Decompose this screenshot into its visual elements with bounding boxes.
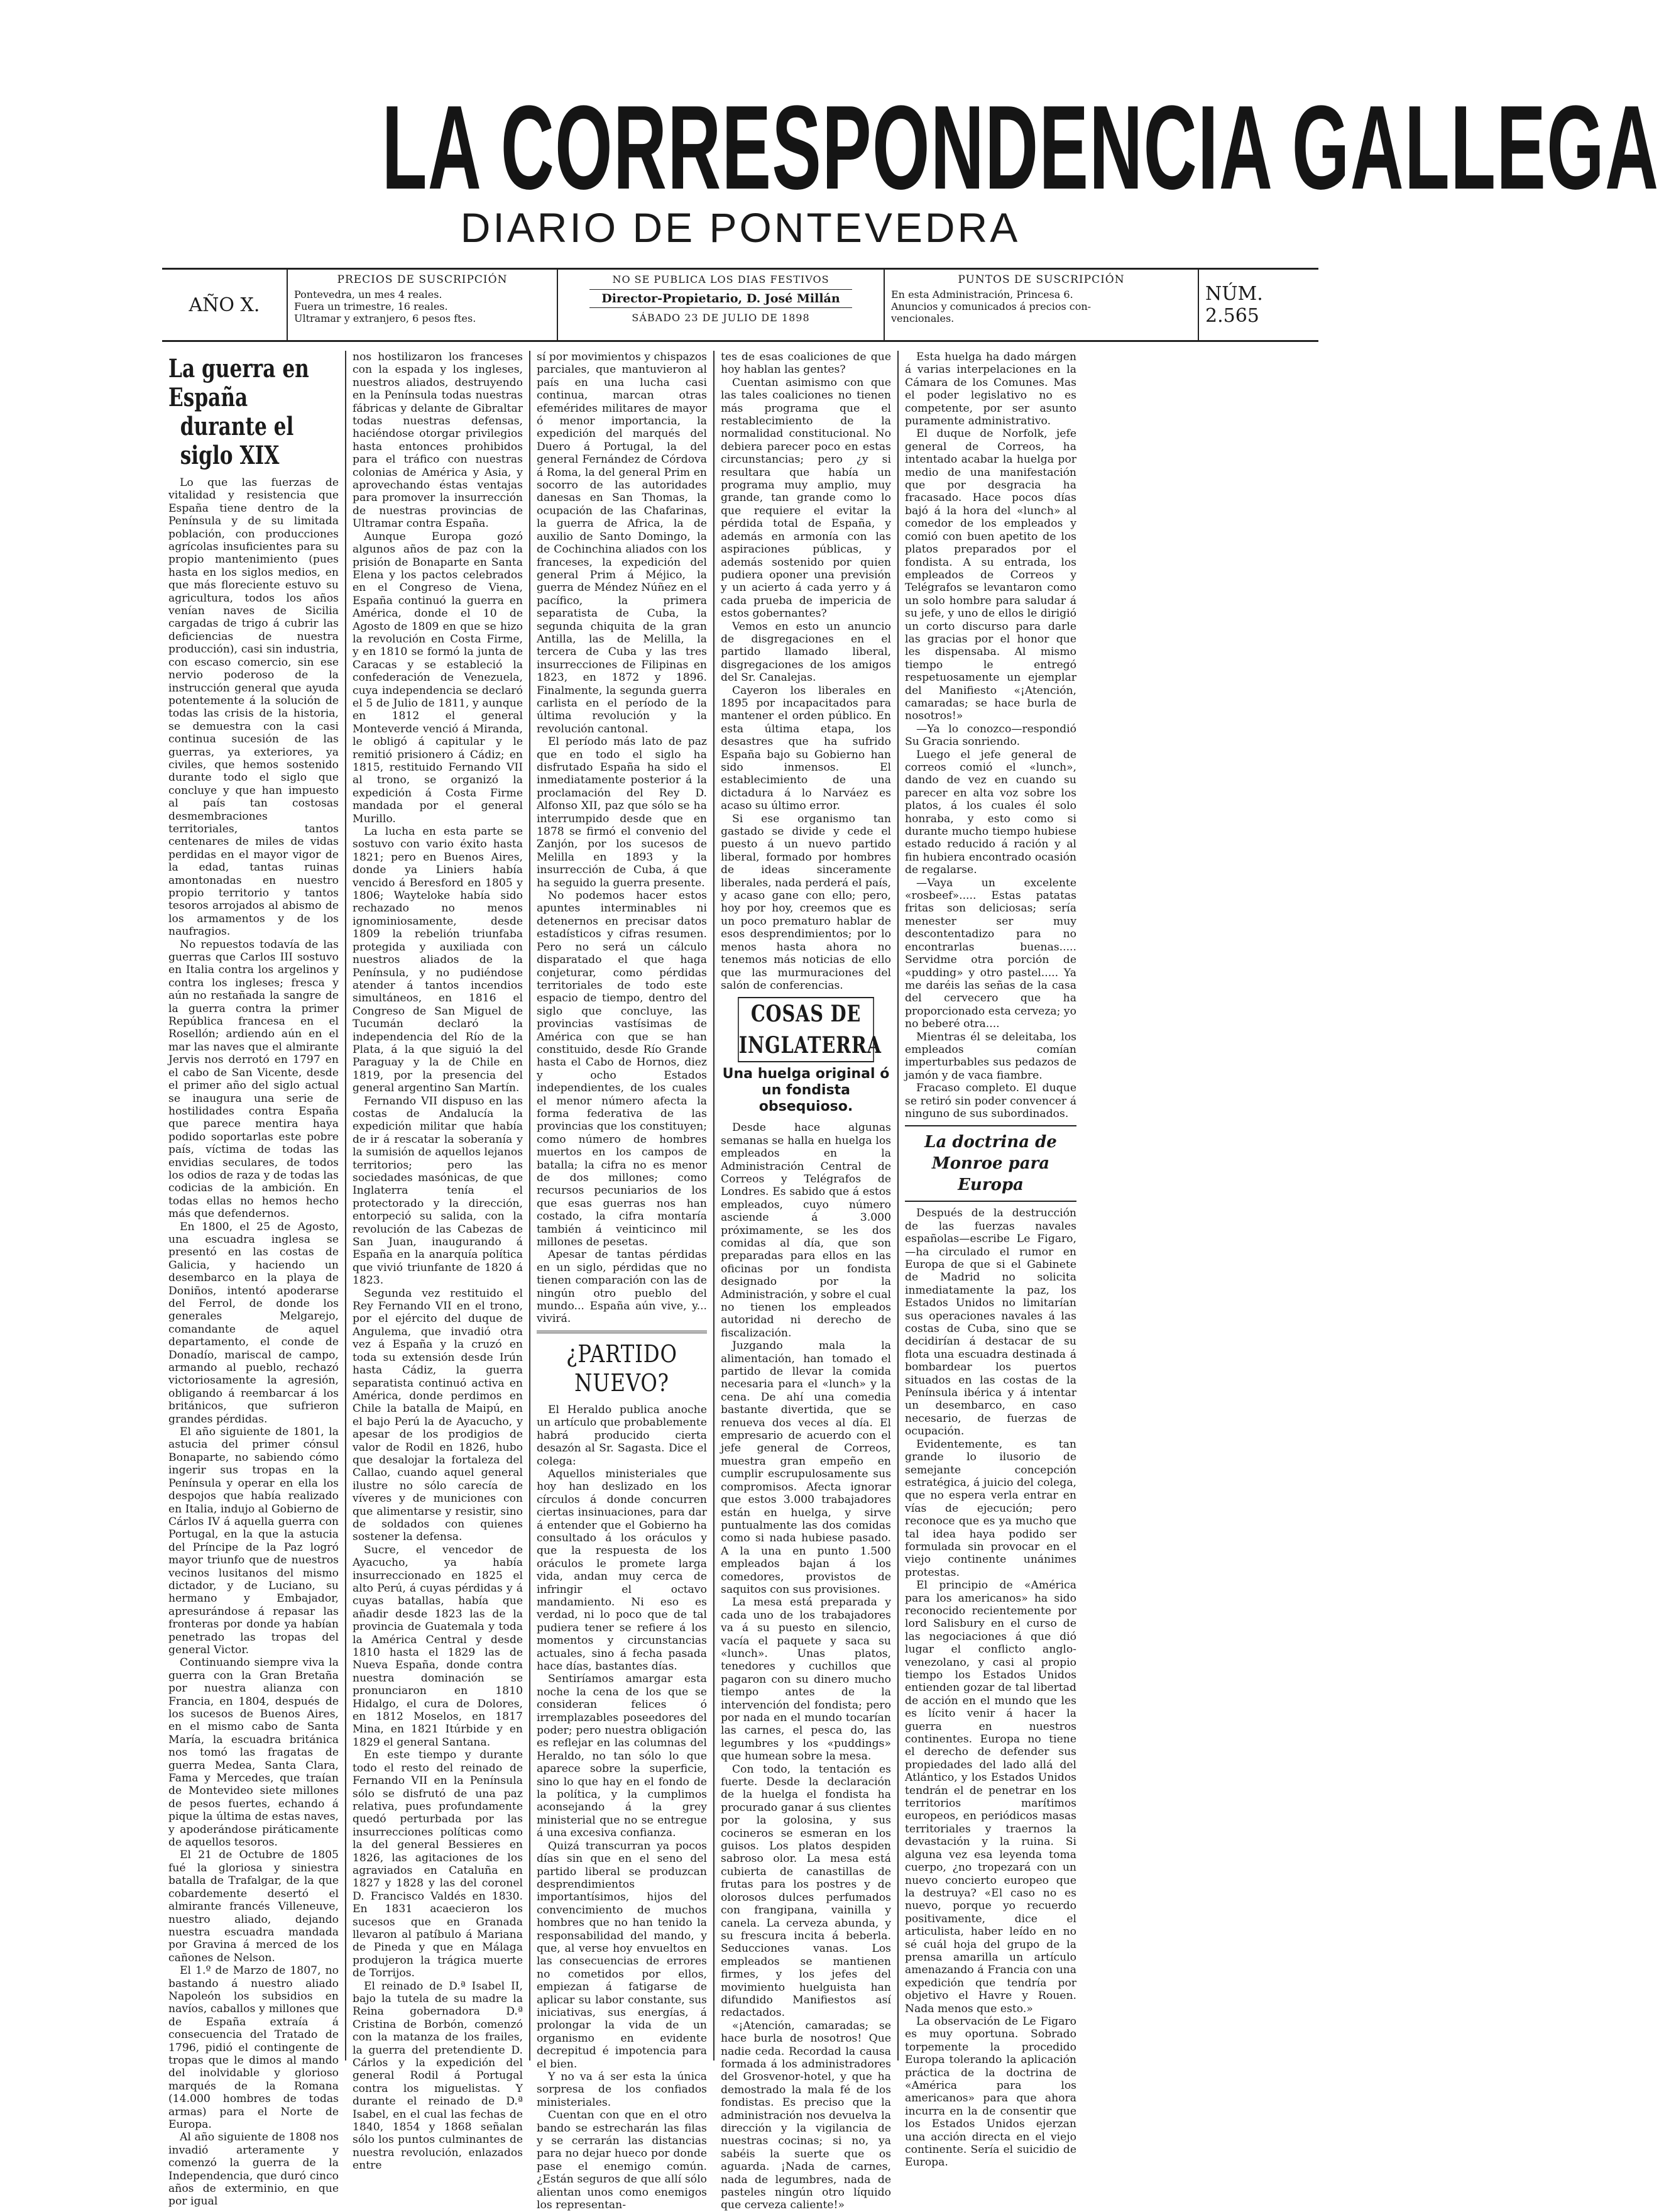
paragraph: El Heraldo publica anoche un artículo que probablemente habrá producido cierta desazón al Sr. Sagasta. Dice el colega: (537, 1403, 707, 1468)
paragraph: Fracaso completo. El duque se retiró sin poder convencer á ninguno de sus subordinados. (905, 1082, 1076, 1120)
column-3 (530, 351, 715, 2212)
headline-cosas-de-inglaterra: COSAS DE INGLATERRA (738, 997, 874, 1062)
paragraph: La mesa está preparada y cada uno de los trabajadores va á su puesto en silencio, vacía el paquete y saca su «lunch». Unas platos, tenedores y cuchillos que pagaron con su dinero mucho tiempo antes de la intervención del fondista; pero por nada en el mundo tocarían las carnes, el pesca do, las legumbres y los «puddings» que humean sobre la mesa. (721, 1596, 891, 1763)
paragraph: —Vaya un excelente «rosbeef»..... Estas patatas fritas son deliciosas; sería menester ser muy descontentadizo para no encontrarlas buenas..... Servidme otra porción de «pudding» y otro pastel..... Ya me daréis las señas de la casa del cervecero que ha proporcionado esta cerveza; yo no beberé otra.... (905, 876, 1076, 1031)
headline-doctrina-monroe: La doctrina de Monroe para Europa (924, 1133, 1057, 1195)
subscription-prices (288, 270, 558, 340)
issue-number: NÚM. 2.565 (1205, 283, 1263, 327)
paragraph: En este tiempo y durante todo el resto del reinado de Fernando VII en la Península sólo se disfrutó de una paz relativa, pues profundamente quedó perturbada por las insurrecciones políticas como la del general Bessieres en 1826, las agitaciones de los agraviados en Cataluña en 1827 y 1828 y las del coronel D. Francisco Valdés en 1830. En 1831 acaecieron los sucesos que en Granada llevaron al patíbulo á Mariana de Pineda y que en Málaga produjeron la trágica muerte de Torrijos. (353, 1749, 523, 1980)
paragraph: El período más lato de paz que en todo el siglo ha disfrutado España ha sido el inmediatamente posterior á la proclamación del Rey D. Alfonso XII, paz que sólo se ha interrumpido desde que en 1878 se firmó el convenio del Zanjón, por los sucesos de Melilla en 1893 y la insurrección de Cuba, á que ha seguido la guerra presente. (537, 735, 707, 889)
issue-date: SÁBADO 23 DE JULIO DE 1898 (632, 312, 810, 324)
paragraph: Segunda vez restituido el Rey Fernando VII en el trono, por el ejército del duque de Angulema, que invadió otra vez á España y la cruzó en toda su extensión desde Irún hasta Cádiz, la guerra separatista continuó activa en América, donde perdimos en Chile la batalla de Maipú, en el bajo Perú la de Ayacucho, y apesar de los prodigios de valor de Rodil en 1826, hubo que desalojar la fortaleza del Callao, cuando aquel general ilustre no sólo carecía de víveres y de municiones con que alimentarse y resistir, sino de soldados con quienes sostener la defensa. (353, 1287, 523, 1544)
paragraph: Evidentemente, es tan grande lo ilusorio de semejante concepción estratégica, á juicio del colega, que no espera verla entrar en vías de ejecución; pero reconoce que es ya mucho que tal idea haya podido ser formulada sin provocar en el viejo continente unánimes protestas. (905, 1438, 1076, 1579)
section-divider (905, 1201, 1076, 1202)
paragraph: «¡Atención, camaradas; se hace burla de nosotros! Que nadie ceda. Recordad la causa formada á los administradores del Grosvenor-hotel, y que ha demostrado la mala fé de los fondistas. Es preciso que la administración nos devuelva la dirección y la vigilancia de nuestras cocinas; si no, ya sabéis la suerte que os aguarda. ¡Nada de carnes, nada de legumbres, nada de pasteles ningún otro líquido que cerveza caliente!» (721, 2019, 891, 2212)
price-line: Pontevedra, un mes 4 reales. (294, 289, 442, 300)
paragraph: Aunque Europa gozó algunos años de paz con la prisión de Bonaparte en Santa Elena y los pactos celebrados en el Congreso de Viena, España continuó la guerra en América, donde el 10 de Agosto de 1809 en que se hizo la revolución en Costa Firme, y en 1810 se formó la junta de Caracas y se estableció la confederación de Venezuela, cuya independencia se declaró el 5 de Julio de 1811, y aunque en 1812 el general Monteverde venció á Miranda, le obligó á capitular y le remitió prisionero á Cádiz; en 1815, restituido Fernando VII al trono, se organizó la expedición á Costa Firme mandada por el general Murillo. (353, 530, 523, 825)
masthead-subtitle: DIARIO DE PONTEVEDRA (460, 204, 1021, 251)
paragraph: Si ese organismo tan gastado se divide y cede el puesto á un nuevo partido liberal, formado por hombres de ideas sinceramente liberales, nada perderá el país, y acaso gane con ello; pero, hoy por hoy, creemos que es un poco prematuro hablar de esos desprendimientos; por lo menos hasta ahora no tenemos más noticias de ello que las murmuraciones del salón de conferencias. (721, 812, 891, 992)
column-5 (899, 351, 1083, 2169)
paragraph: Aquellos ministeriales que hoy han deslizado en los círculos á donde concurren ciertas insinuaciones, para dar á entender que el Gobierno ha consultado á los oráculos y que la respuesta de los oráculos le promete larga vida, andan muy cerca de infringir el octavo mandamiento. Ni eso es verdad, ni lo poco que de tal pudiera tener se refiere á los momentos y circunstancias actuales, sino á fecha pasada hace días, bastantes días. (537, 1467, 707, 1673)
section-divider (537, 1331, 707, 1333)
paragraph: Y no va á ser esta la única sorpresa de los confiados ministeriales. (537, 2071, 707, 2109)
paragraph: Lo que las fuerzas de vitalidad y resistencia que España tiene dentro de la Península y de su limitada población, con producciones agrícolas insuficientes para su propio mantenimiento (pues hasta en los siglos medios, en que más floreciente estuvo su agricultura, todos los años venían naves de Sicilia cargadas de trigo á cubrir las deficiencias de nuestra producción), casi sin industria, con escaso comercio, sin ese nervio poderoso de la instrucción general que ayuda potentemente á la solución de todas las crisis de la historia, se demuestra con la casi continua sucesión de las guerras, ya exteriores, ya civiles, que hemos sostenido durante todo el siglo que concluye y que han impuesto al país tan costosas desmembraciones territoriales, tantos centenares de miles de vidas perdidas en el mayor vigor de la edad, tantas ruinas amontonadas en nuestro propio territorio y tantos tesoros arrojados al abismo de los armamentos y de los naufragios. (168, 476, 339, 938)
paragraph: Cuentan asimismo con que las tales coaliciones no tienen más programa que el restablecimiento de la normalidad constitucional. No debiera parecer poco en estas circunstancias; pero ¿y si resultara que había un programa muy amplio, muy grande, tan grande como lo que requiere el evitar la pérdida total de España, y además en armonía con las aspiraciones públicas, y además sostenido por quien pudiera oponer una previsión y un acierto á cada yerro y á cada prueba de impericia de estos gobernantes? (721, 376, 891, 620)
paragraph: Esta huelga ha dado márgen á varias interpelaciones en la Cámara de los Comunes. Mas el poder legislativo no es competente, por ser asunto puramente administrativo. (905, 351, 1076, 428)
paragraph: El 1.º de Marzo de 1807, no bastando á nuestro aliado Napoleón los subsidios en navíos, caballos y millones que de España extraía á consecuencia del Tratado de 1796, pidió el contingente de tropas que le dimos al mando del inolvidable y glorioso marqués de la Romana (14.000 hombres de todas armas) para el Norte de Europa. (168, 1964, 339, 2131)
paragraph: Fernando VII dispuso en las costas de Andalucía la expedición militar que había de ir á rescatar la soberanía y la sumisión de aquellos lejanos territorios; pero las sociedades masónicas, de que Inglaterra tenía el protectorado y la dirección, entorpeció su salida, con la revolución de las Cabezas de San Juan, inaugurando á España en la anarquía política que vivió triunfante de 1820 á 1823. (353, 1094, 523, 1287)
info-bar (162, 268, 1318, 342)
paragraph: La lucha en esta parte se sostuvo con vario éxito hasta 1821; pero en Buenos Aires, donde ya Liniers había vencido á Beresford en 1805 y 1806; Wayteloke había sido rechazado no menos ignominiosamente, desde 1809 la rebelión triunfaba protegida y auxiliada con nuestros aliados de la Península, y no pudiéndose atender á tantos incendios simultáneos, en 1816 el Congreso de San Miguel de Tucumán declaró la independencia del Río de la Plata, á la que siguió la del Paraguay y la de Chile en 1819, por la presencia del general argentino San Martín. (353, 825, 523, 1095)
no-holidays-notice: NO SE PUBLICA LOS DIAS FESTIVOS (612, 273, 830, 285)
paragraph: Quizá transcurran ya pocos días sin que en el seno del partido liberal se produzcan desprendimientos importantísimos, hijos del convencimiento de muchos hombres que no han tenido la responsabilidad del mando, y que, al verse hoy envueltos en las consecuencias de errores no cometidos por ellos, empiezan á fatigarse de aplicar su labor constante, sus iniciativas, sus energías, á prolongar la vida de un organismo en evidente decrepitud é impotencia para el bien. (537, 1839, 707, 2071)
column-1 (162, 351, 346, 2208)
paragraph: Apesar de tantas pérdidas en un siglo, pérdidas que no tienen comparación con las de ningún otro pueblo del mundo... España aún vive, y... vivirá. (537, 1248, 707, 1326)
column-2 (346, 351, 530, 2172)
price-line: Ultramar y extranjero, 6 pesos ftes. (294, 312, 476, 324)
paragraph: En 1800, el 25 de Agosto, una escuadra inglesa se presentó en las costas de Galicia, y haciendo un desembarco en la playa de Doniños, intentó apoderarse del Ferrol, de donde los generales Melgarejo, comandante de aquel departamento, el conde de Donadío, mariscal de campo, armando al pueblo, rechazó victoriosamente la agresión, obligando á reembarcar á los británicos, que sufrieron grandes pérdidas. (168, 1220, 339, 1426)
points-line: Anuncios y comunicados á precios con- (891, 300, 1092, 312)
prices-title: PRECIOS DE SUSCRIPCIÓN (337, 273, 508, 286)
paragraph: Sentiríamos amargar esta noche la cena de los que se consideran felices ó irremplazables poseedores del poder; pero nuestra obligación es reflejar en las columnas del Heraldo, no tan sólo lo que aparece sobre la superficie, sino lo que hay en el fondo de la política, y la cumplimos aconsejando á la grey ministerial que no se entregue á una excesiva confianza. (537, 1673, 707, 1840)
paragraph: tes de esas coaliciones de que hoy hablan las gentes? (721, 351, 891, 377)
article-columns (162, 351, 1318, 2212)
column-4 (715, 351, 899, 2212)
director-line: Director-Propietario, D. José Millán (589, 289, 852, 308)
year-label: AÑO X. (189, 294, 260, 316)
paragraph: nos hostilizaron los franceses con la espada y los ingleses, nuestros aliados, destruyendo en la Península todas nuestras fábricas y delante de Gibraltar todas nuestras defensas, haciéndose otorgar privilegios hasta entonces prohibidos para el tráfico con nuestras colonias de América y Asia, y aprovechando éstas ventajas para promover la insurrección de nuestras provincias de Ultramar contra España. (353, 351, 523, 531)
paragraph: Al año siguiente de 1808 nos invadió arteramente y comenzó la guerra de la Independencia, que duró cinco años de exterminio, en que por igual (168, 2131, 339, 2208)
newspaper-page (162, 81, 1659, 2212)
headline-guerra-1: La guerra en España (168, 354, 309, 412)
paragraph: No repuestos todavía de las guerras que Carlos III sostuvo en Italia contra los argelinos y contra los ingleses; fresca y aún no restañada la sangre de la guerra contra la primer República francesa en el Rosellón; ardiendo aún en el mar las naves que el almirante Jervis nos derrotó en 1797 en el cabo de San Vicente, desde el primer año del siglo actual se inaugura una serie de hostilidades contra España que parece mentira haya podido soportarlas este pobre país, víctima de todas las envidias seculares, de todos los odios de raza y de todas las codicias de la ambición. En todas ellas no hemos hecho más que defendernos. (168, 938, 339, 1221)
paragraph: —Ya lo conozco—respondió Su Gracia sonriendo. (905, 722, 1076, 749)
issue-number-cell (1199, 270, 1318, 340)
paragraph: Continuando siempre viva la guerra con la Gran Bretaña por nuestra alianza con Francia, en 1804, después de los sucesos de Buenos Aires, en el mismo cabo de Santa María, la escuadra británica nos tomó las fragatas de guerra Medea, Santa Clara, Fama y Mercedes, que traían de Montevideo siete millones de pesos fuertes, echando á pique la última de estas naves, y apoderándose piráticamente de aquellos tesoros. (168, 1656, 339, 1849)
points-line: vencionales. (891, 312, 955, 324)
paragraph: Con todo, la tentación es fuerte. Desde la declaración de la huelga el fondista ha procurado ganar á sus clientes por la golosina, y sus cocineros se esmeran en los guisos. Los platos despiden sabroso olor. La mesa está cubierta de canastillas de frutas para los postres y de olorosos dulces perfumados con frangipana, vainilla y canela. La cerveza abunda, y su frescura incita á beberla. Seducciones vanas. Los empleados se mantienen firmes, y los jefes del movimiento huelguista han difundido Manifiestos así redactados. (721, 1763, 891, 2020)
paragraph: El año siguiente de 1801, la astucia del primer cónsul Bonaparte, no sabiendo cómo ingerir sus tropas en la Península y operar en ella los despojos que había realizado en Italia, indujo al Gobierno de Cárlos IV á aquella guerra con Portugal, en la que la astucia del Príncipe de la Paz logró mayor triunfo que de nuestros vecinos lusitanos del mismo dictador, y de Luciano, su hermano y Embajador, apresurándose á repasar las fronteras por donde ya habían penetrado las tropas del general Victor. (168, 1426, 339, 1656)
paragraph: sí por movimientos y chispazos parciales, que mantuvieron al país en una lucha casi continua, marcan otras efemérides militares de mayor ó menor importancia, la expedición del marqués del Duero á Portugal, la del general Fernández de Córdova á Roma, la del general Prim en socorro de las autoridades danesas en San Thomas, la ocupación de las Chafarinas, la guerra de Africa, la de auxilio de Santo Domingo, la de Cochinchina aliados con los franceses, la expedición del general Prim á Méjico, la guerra de Méndez Núñez en el pacífico, la primera separatista de Cuba, la segunda chiquita de la gran Antilla, las de Melilla, la tercera de Cuba y las tres insurrecciones de Filipinas en 1823, en 1872 y 1896. Finalmente, la segunda guerra carlista en el período de la última revolución y la revolución cantonal. (537, 351, 707, 735)
paragraph: No podemos hacer estos apuntes interminables ni detenernos en precisar datos estadísticos y cifras resumen. Pero no será un cálculo disparatado el que haga conjeturar, como pérdidas territoriales de todo este espacio de tiempo, dentro del siglo que concluye, las provincias vastísimas de América con que se han constituido, desde Río Grande hasta el Cabo de Hornos, diez y ocho Estados independientes, de los cuales el menor número afecta la forma federativa de las provincias que los constituyen; como número de hombres muertos en los campos de batalla; la cifra no es menor de dos millones; como recursos pecuniarios de los que esas guerras nos han costado, la cifra montaría también á veinticinco mil millones de pesetas. (537, 889, 707, 1249)
paragraph: El 21 de Octubre de 1805 fué la gloriosa y siniestra batalla de Trafalgar, de la que cobardemente desertó el almirante francés Villeneuve, nuestro aliado, dejando nuestra escuadra mandada por Gravina á merced de los cañones de Nelson. (168, 1849, 339, 1964)
paragraph: Sucre, el vencedor de Ayacucho, ya había insurreccionado en 1825 el alto Perú, á cuyas pérdidas y á cuyas batallas, había que añadir desde 1823 las de la provincia de Guatemala y toda la América Central y desde 1810 hasta el 1829 las de Nueva España, donde contra nuestra dominación se pronunciaron en 1810 Hidalgo, el cura de Dolores, en 1812 Moselos, en 1817 Mina, en 1821 Itúrbide y en 1829 el general Santana. (353, 1543, 523, 1749)
paragraph: Mientras él se deleitaba, los empleados comían imperturbables sus pedazos de jamón y de vaca fiambre. (905, 1030, 1076, 1082)
paragraph: Juzgando mala la alimentación, han tomado el partido de llevar la comida necesaria para el «lunch» y la cena. De ahí una comedia bastante divertida, que se renueva dos veces al día. El empresario de acuerdo con el jefe general de Correos, muestra gran empeño en cumplir escrupulosamente sus compromisos. Afecta ignorar que estos 3.000 trabajadores están en huelga, y sirve puntualmente las dos comidas como si nada hubiese pasado. A la una en punto 1.500 empleados bajan á los comedores, provistos de saquitos con sus provisiones. (721, 1340, 891, 1596)
points-line: En esta Administración, Princesa 6. (891, 289, 1073, 300)
paragraph: Desde hace algunas semanas se halla en huelga los empleados en la Administración Central de Correos y Telégrafos de Londres. Es sabido que á estos empleados, cuyo número asciende á 3.000 próximamente, se les dos comidas al día, que son preparadas para ellos en las oficinas por un fondista designado por la Administración, y sobre el cual no tienen los empleados autoridad ni derecho de fiscalización. (721, 1121, 891, 1340)
paragraph: Cayeron los liberales en 1895 por incapacitados para mantener el orden público. En esta última etapa, los desastres que ha sufrido España bajo su Gobierno han sido inmensos. El establecimiento de una dictadura á lo Narváez es acaso su último error. (721, 684, 891, 813)
paragraph: Después de la destrucción de las fuerzas navales españolas—escribe Le Figaro,—ha circulado el rumor en Europa de que si el Gabinete de Madrid no solicita inmediatamente la paz, los Estados Unidos no limitarían sus operaciones navales á las costas de Cuba, sino que se decidirían á destacar de su flota una escuadra destinada á bombardear los puertos situados en las costas de la Península ibérica y á intentar un desembarco, en caso necesario, de fuerzas de ocupación. (905, 1207, 1076, 1438)
paragraph: El reinado de D.ª Isabel II, bajo la tutela de su madre la Reina gobernadora D.ª Cristina de Borbón, comenzó con la matanza de los frailes, la guerra del pretendiente D. Cárlos y la expedición del general Rodil á Portugal contra los miguelistas. Y durante el reinado de D.ª Isabel, en el cual las fechas de 1840, 1854 y 1868 señalan sólo los puntos culminantes de nuestra revolución, enlazados entre (353, 1979, 523, 2172)
paragraph: Luego el jefe general de correos comió el «lunch», dando de vez en cuando su parecer en alta voz sobre los platos, á los cuales él solo honraba, y esto como si durante mucho tiempo hubiese estado reducido á ración y al fin hubiera encontrado ocasión de regalarse. (905, 748, 1076, 877)
paragraph: Vemos en esto un anuncio de disgregaciones en el partido llamado liberal, disgregaciones de los amigos del Sr. Canalejas. (721, 620, 891, 685)
paragraph: El principio de «América para los americanos» ha sido reconocido recientemente por lord Salisbury en el curso de las negociaciones á que dió lugar el conflicto anglo-venezolano, y casi al propio tiempo los Estados Unidos entienden gozar de tal libertad de acción en el mundo que les es lícito venir á hacer la guerra en nuestros continentes. Europa no tiene el derecho de defender sus propiedades del lado allá del Atlántico, y los Estados Unidos tendrán el de penetrar en los territorios marítimos europeos, en periódicos masas territoriales y traernos la devastación y la ruina. Si alguna vez esa leyenda toma cuerpo, ¿no tropezará con un nuevo concierto europeo que la destruya? «El caso no es nuevo, porque yo recuerdo positivamente, dice el articulista, haber leído en no sé cuál hoja del grupo de la prensa amarilla un artículo amenazando á Francia con una expedición que tendría por objetivo el Havre y Rouen. Nada menos que esto.» (905, 1579, 1076, 2015)
headline-partido-nuevo: ¿PARTIDO NUEVO? (566, 1340, 677, 1397)
section-divider (905, 1125, 1076, 1126)
subscription-points (885, 270, 1199, 340)
year-cell (162, 270, 288, 340)
paragraph: La observación de Le Figaro es muy oportuna. Sobrado torpemente la procedido Europa tolerando la aplicación práctica de la doctrina de «América para los americanos» para que ahora incurra en la de consentir que los Estados Unidos ejerzan una acción directa en el viejo continente. Sería el suicidio de Europa. (905, 2015, 1076, 2169)
paragraph: El duque de Norfolk, jefe general de Correos, ha intentado acabar la huelga por medio de una manifestación que por desgracia ha fracasado. Hace pocos días bajó á la hora del «lunch» al comedor de los empleados y comió con buen apetito de los platos preparados por el fondista. A su entrada, los empleados de Correos y Telégrafos se levantaron como un solo hombre para saludar á su jefe, y uno de ellos le dirigió un corto discurso para darle las gracias por el honor que les dispensaba. Al mismo tiempo le entregó respetuosamente un ejemplar del Manifiesto «¡Atención, camaradas; se hace burla de nosotros!» (905, 427, 1076, 723)
publication-info (558, 270, 885, 340)
headline-guerra-2: durante el siglo XIX (180, 412, 294, 470)
points-title: PUNTOS DE SUSCRIPCIÓN (958, 273, 1125, 286)
masthead-title: LA CORRESPONDENCIA GALLEGA (381, 81, 1659, 214)
subhead-huelga: Una huelga original ó un fondista obsequioso. (722, 1066, 890, 1115)
price-line: Fuera un trimestre, 16 reales. (294, 300, 448, 312)
paragraph: Cuentan con que en el otro bando se estrecharán las filas y se cerrarán las distancias para no dejar hueco por donde pase el enemigo común. ¿Están seguros de que allí sólo alientan unos como enemigos los representan- (537, 2109, 707, 2212)
